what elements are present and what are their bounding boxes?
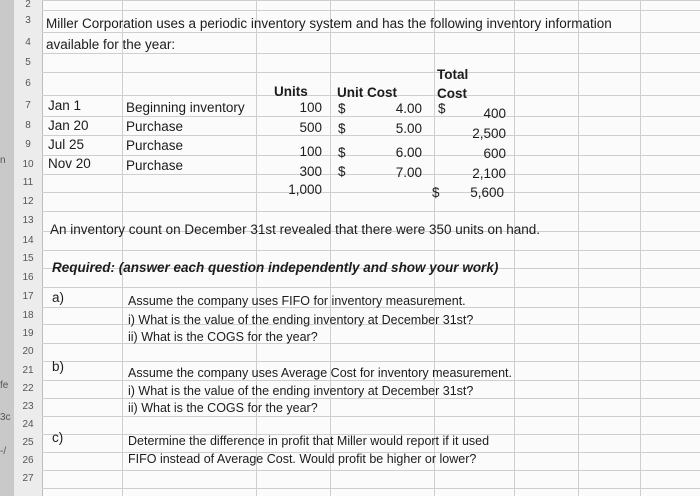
entry-total-dollar: $ bbox=[438, 101, 446, 116]
entry-description: Beginning inventory bbox=[126, 100, 245, 115]
question-c-label: c) bbox=[52, 430, 64, 445]
row-gridline bbox=[42, 174, 700, 175]
entry-description: Purchase bbox=[126, 119, 184, 134]
row-header-column[interactable] bbox=[14, 0, 43, 496]
intro-line-1: Miller Corporation uses a periodic inventory system and has the following inventory information bbox=[46, 16, 612, 31]
entry-date: Jul 25 bbox=[48, 137, 85, 152]
entry-total: 400 bbox=[483, 106, 506, 121]
column-gridline bbox=[122, 0, 123, 496]
row-gridline bbox=[42, 53, 700, 54]
question-c-line-1: Determine the difference in profit that Miller would report if it used bbox=[128, 434, 490, 448]
units-header: Units bbox=[274, 84, 308, 99]
window-edge bbox=[0, 0, 14, 496]
row-gridline bbox=[42, 192, 700, 193]
question-a-line-2: i) What is the value of the ending inventory at December 31st? bbox=[128, 313, 474, 327]
total-units: 1,000 bbox=[288, 182, 322, 197]
row-number[interactable]: 8 bbox=[25, 119, 31, 131]
row-number[interactable]: 15 bbox=[22, 253, 34, 264]
inventory-count-note: An inventory count on December 31st revealed that there were 350 units on hand. bbox=[50, 222, 541, 237]
row-number[interactable]: 19 bbox=[22, 327, 34, 339]
entry-units: 100 bbox=[299, 100, 322, 115]
entry-dollar-sign: $ bbox=[338, 121, 346, 136]
row-gridline bbox=[42, 10, 700, 11]
column-gridline bbox=[578, 0, 579, 496]
row-gridline bbox=[42, 116, 700, 117]
entry-dollar-sign: $ bbox=[338, 145, 346, 160]
row-gridline bbox=[42, 287, 700, 288]
entry-unit-cost: 7.00 bbox=[395, 165, 422, 180]
entry-dollar-sign: $ bbox=[338, 164, 346, 179]
edge-mark: 3c bbox=[0, 412, 11, 423]
row-number[interactable]: 18 bbox=[22, 309, 34, 321]
question-b-line-3: ii) What is the COGS for the year? bbox=[128, 401, 318, 415]
row-number[interactable]: 22 bbox=[22, 383, 34, 394]
entry-dollar-sign: $ bbox=[338, 101, 346, 116]
edge-mark: fe bbox=[0, 380, 9, 391]
entry-date: Jan 1 bbox=[48, 98, 82, 113]
question-b-line-1: Assume the company uses Average Cost for inventory measurement. bbox=[128, 366, 512, 380]
edge-mark: -/ bbox=[0, 446, 7, 457]
cost-header: Cost bbox=[437, 86, 467, 101]
row-number[interactable]: 6 bbox=[25, 77, 31, 89]
row-number[interactable]: 24 bbox=[22, 419, 34, 430]
intro-line-2: available for the year: bbox=[46, 37, 176, 52]
entry-description: Purchase bbox=[126, 158, 184, 173]
row-gridline bbox=[42, 470, 700, 471]
row-number[interactable]: 7 bbox=[25, 99, 31, 111]
row-number[interactable]: 5 bbox=[25, 56, 31, 68]
column-gridline bbox=[330, 0, 331, 496]
entry-units: 500 bbox=[299, 120, 322, 135]
entry-units: 100 bbox=[299, 144, 322, 159]
entry-total: 2,100 bbox=[472, 166, 506, 181]
row-number[interactable]: 11 bbox=[22, 177, 34, 188]
column-gridline bbox=[256, 0, 257, 496]
entry-unit-cost: 6.00 bbox=[395, 145, 422, 160]
entry-description: Purchase bbox=[126, 138, 184, 153]
row-number[interactable]: 21 bbox=[22, 364, 34, 376]
row-number[interactable]: 20 bbox=[22, 346, 34, 357]
column-gridline bbox=[640, 0, 641, 496]
row-number[interactable]: 26 bbox=[22, 455, 34, 466]
question-b-label: b) bbox=[52, 359, 65, 374]
row-number[interactable]: 13 bbox=[22, 215, 34, 226]
row-gridline bbox=[42, 211, 700, 212]
row-number[interactable]: 16 bbox=[22, 271, 34, 283]
column-gridline bbox=[434, 0, 435, 496]
entry-total: 2,500 bbox=[472, 126, 506, 141]
question-a-line-3: ii) What is the COGS for the year? bbox=[128, 330, 318, 344]
row-gridline bbox=[42, 155, 700, 156]
row-number[interactable]: 14 bbox=[22, 234, 34, 246]
entry-date: Nov 20 bbox=[48, 156, 91, 171]
row-number[interactable]: 12 bbox=[22, 195, 34, 207]
row-gridline bbox=[42, 250, 700, 251]
row-gridline bbox=[42, 380, 700, 381]
row-number[interactable]: 2 bbox=[25, 0, 31, 10]
entry-unit-cost: 4.00 bbox=[395, 101, 422, 116]
row-gridline bbox=[42, 361, 700, 362]
row-gridline bbox=[42, 135, 700, 136]
row-number[interactable]: 10 bbox=[22, 158, 34, 170]
row-number[interactable]: 9 bbox=[25, 139, 31, 150]
unit-cost-header: Unit Cost bbox=[337, 85, 397, 100]
row-gridline bbox=[42, 488, 700, 489]
question-b-line-2: i) What is the value of the ending inventory at December 31st? bbox=[128, 384, 474, 398]
row-number[interactable]: 17 bbox=[22, 291, 34, 302]
entry-unit-cost: 5.00 bbox=[395, 121, 422, 136]
row-number[interactable]: 23 bbox=[22, 401, 34, 412]
column-gridline bbox=[514, 0, 515, 496]
row-number[interactable]: 4 bbox=[25, 36, 31, 48]
row-number[interactable]: 27 bbox=[22, 473, 34, 484]
row-gridline bbox=[42, 72, 700, 73]
row-gridline bbox=[42, 32, 700, 33]
total-header: Total bbox=[437, 67, 469, 82]
row-number[interactable]: 25 bbox=[22, 437, 34, 448]
question-a-label: a) bbox=[52, 290, 65, 305]
total-dollar-sign: $ bbox=[432, 185, 440, 200]
question-a-line-1: Assume the company uses FIFO for inventory measurement. bbox=[128, 294, 466, 308]
total-cost: 5,600 bbox=[470, 185, 504, 200]
entry-date: Jan 20 bbox=[48, 118, 89, 133]
row-gridline bbox=[42, 398, 700, 399]
row-gridline bbox=[42, 0, 700, 1]
row-gridline bbox=[42, 416, 700, 417]
question-c-line-2: FIFO instead of Average Cost. Would profit be higher or lower? bbox=[128, 452, 477, 466]
required-heading: Required: (answer each question independently and show your work) bbox=[52, 260, 499, 275]
edge-mark: n bbox=[0, 155, 6, 166]
row-number[interactable]: 3 bbox=[25, 15, 31, 26]
entry-total: 600 bbox=[483, 146, 506, 161]
entry-units: 300 bbox=[299, 164, 322, 179]
